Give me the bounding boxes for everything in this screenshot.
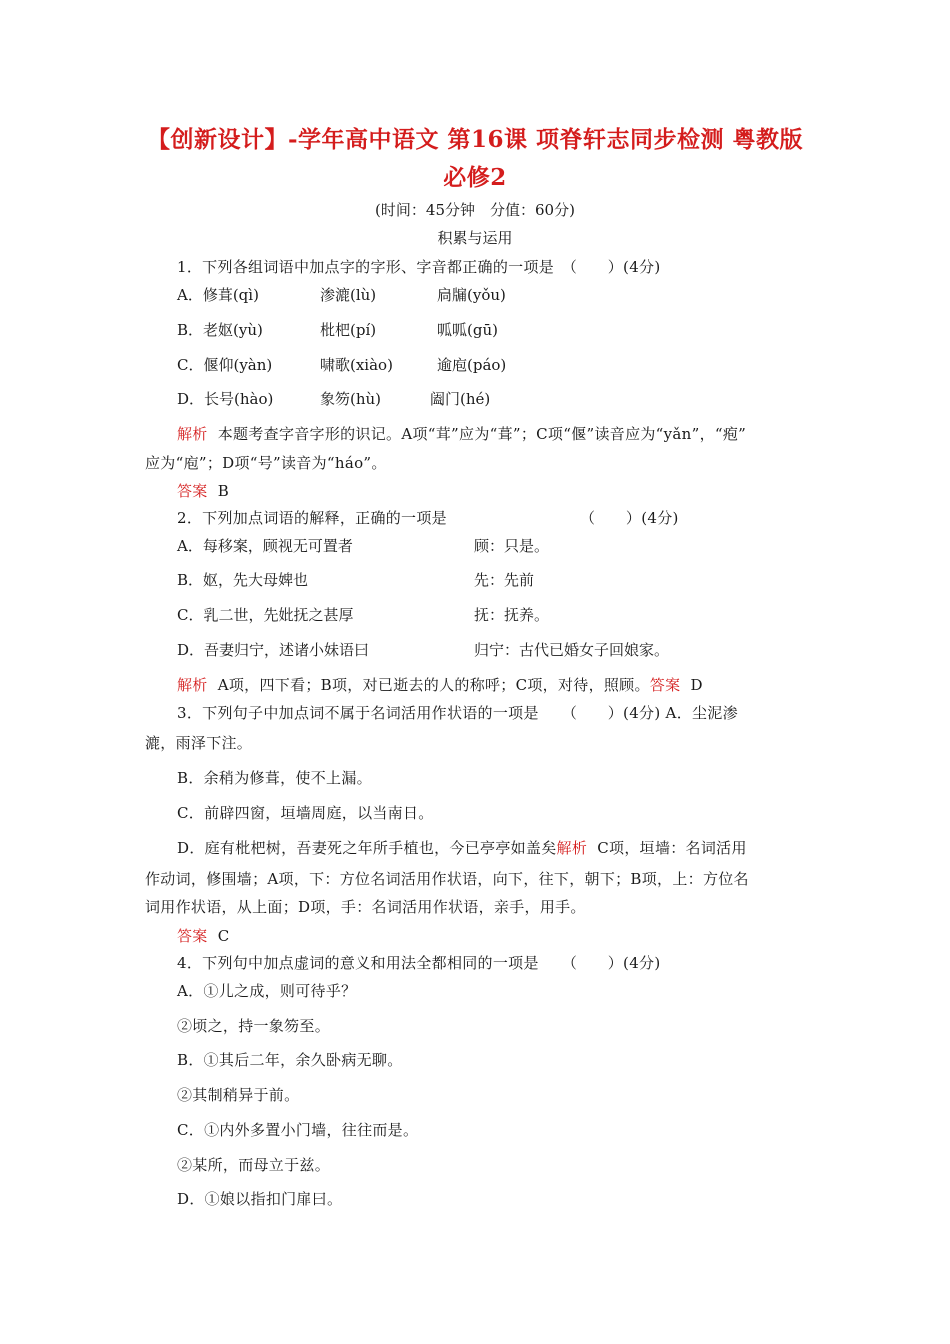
answer-label: 答案	[649, 676, 681, 694]
question-3-stem-cont: 漉，雨泽下注。	[145, 734, 253, 752]
q1-option-b-2: 枇杷(pí)	[320, 321, 377, 339]
q2-option-b: B．妪，先大母婢也	[177, 571, 309, 589]
q3-answer-value: C	[217, 927, 230, 945]
q1-analysis-cont: 应为“庖”；D项“号”读音为“háo”。	[145, 454, 387, 472]
q2-option-b-gloss: 先：先前	[474, 571, 535, 589]
q2-option-a-gloss: 顾：只是。	[474, 537, 550, 555]
question-3-stem: 3．下列句子中加点词不属于名词活用作状语的一项是 （ ）(4分) A．尘泥渗	[177, 704, 738, 722]
q1-option-b-3: 呱呱(gū)	[437, 321, 498, 339]
q4-line: C．①内外多置小门墙，往往而是。	[177, 1121, 419, 1139]
q1-option-c-1: C．偃仰(yàn)	[177, 356, 273, 374]
q4-line: D．①娘以指扣门扉曰。	[177, 1190, 343, 1208]
q1-option-a-3: 扃牖(yǒu)	[437, 286, 506, 304]
q3-option-b: B．余稍为修葺，使不上漏。	[177, 769, 372, 787]
q1-option-c-2: 啸歌(xiào)	[320, 356, 393, 374]
q3-analysis-cont-1: 作动词，修围墙；A项，下：方位名词活用作状语，向下，往下，朝下；B项，上：方位名	[145, 870, 749, 888]
analysis-label: 解析	[556, 839, 588, 857]
answer-label: 答案	[177, 927, 208, 945]
q2-analysis	[177, 674, 703, 695]
q2-option-c: C．乳二世，先妣抚之甚厚	[177, 606, 354, 624]
q4-line: A．①儿之成，则可待乎？	[177, 982, 357, 1000]
q3-option-c: C．前辟四窗，垣墙周庭，以当南日。	[177, 804, 434, 822]
analysis-label: 解析	[177, 676, 208, 694]
q3-analysis-text: C项，垣墙：名词活用	[597, 839, 747, 857]
question-2-bracket: （ ）(4分)	[580, 509, 679, 527]
q3-option-d	[177, 837, 747, 858]
q1-option-d-3: 阖门(hé)	[430, 390, 491, 408]
q1-answer-value: B	[217, 482, 230, 500]
exam-meta: (时间：45分钟 分值：60分)	[375, 201, 575, 219]
q1-analysis-text: 本题考查字音字形的识记。A项“茸”应为“葺”；C项“偃”读音应为“yǎn”，“疱”	[217, 425, 747, 443]
q4-line: B．①其后二年，余久卧病无聊。	[177, 1051, 403, 1069]
q4-line: ②其制稍异于前。	[177, 1086, 300, 1104]
q1-option-a-2: 渗漉(lù)	[320, 286, 377, 304]
question-4-stem: 4．下列句中加点虚词的意义和用法全都相同的一项是 （ ）(4分)	[177, 954, 661, 972]
q1-option-c-3: 逾庖(páo)	[437, 356, 507, 374]
q1-option-d-2: 象笏(hù)	[320, 390, 382, 408]
q2-analysis-text: A项，四下看；B项，对已逝去的人的称呼；C项，对待，照顾。	[217, 676, 650, 694]
q1-option-a-1: A．修葺(qì)	[177, 286, 259, 304]
question-2-stem: 2．下列加点词语的解释，正确的一项是	[177, 509, 447, 527]
analysis-label: 解析	[177, 425, 208, 443]
question-1-stem: 1．下列各组词语中加点字的字形、字音都正确的一项是 （ ）(4分)	[177, 258, 661, 276]
q2-option-c-gloss: 抚：抚养。	[474, 606, 550, 624]
q2-answer-value: D	[690, 676, 703, 694]
q4-line: ②某所，而母立于兹。	[177, 1156, 331, 1174]
q2-option-d-gloss: 归宁：古代已婚女子回娘家。	[474, 641, 670, 659]
document-title-line2: 必修2	[443, 164, 507, 191]
q1-option-b-1: B．老妪(yù)	[177, 321, 263, 339]
q3-option-d-text: D．庭有枇杷树，吾妻死之年所手植也，今已亭亭如盖矣	[177, 839, 557, 857]
q1-analysis	[177, 423, 746, 444]
q4-line: ②顷之，持一象笏至。	[177, 1017, 331, 1035]
q2-option-a: A．每移案，顾视无可置者	[177, 537, 353, 555]
section-heading: 积累与运用	[437, 229, 513, 247]
q3-answer	[177, 925, 230, 946]
answer-label: 答案	[177, 482, 208, 500]
q3-analysis-cont-2: 词用作状语，从上面；D项，手：名词活用作状语，亲手，用手。	[145, 898, 586, 916]
q1-answer	[177, 480, 229, 501]
q2-option-d: D．吾妻归宁，述诸小妹语曰	[177, 641, 370, 659]
q1-option-d-1: D．长号(hào)	[177, 390, 274, 408]
document-title: 【创新设计】-学年高中语文 第16课 项脊轩志同步检测 粤教版	[146, 126, 804, 153]
